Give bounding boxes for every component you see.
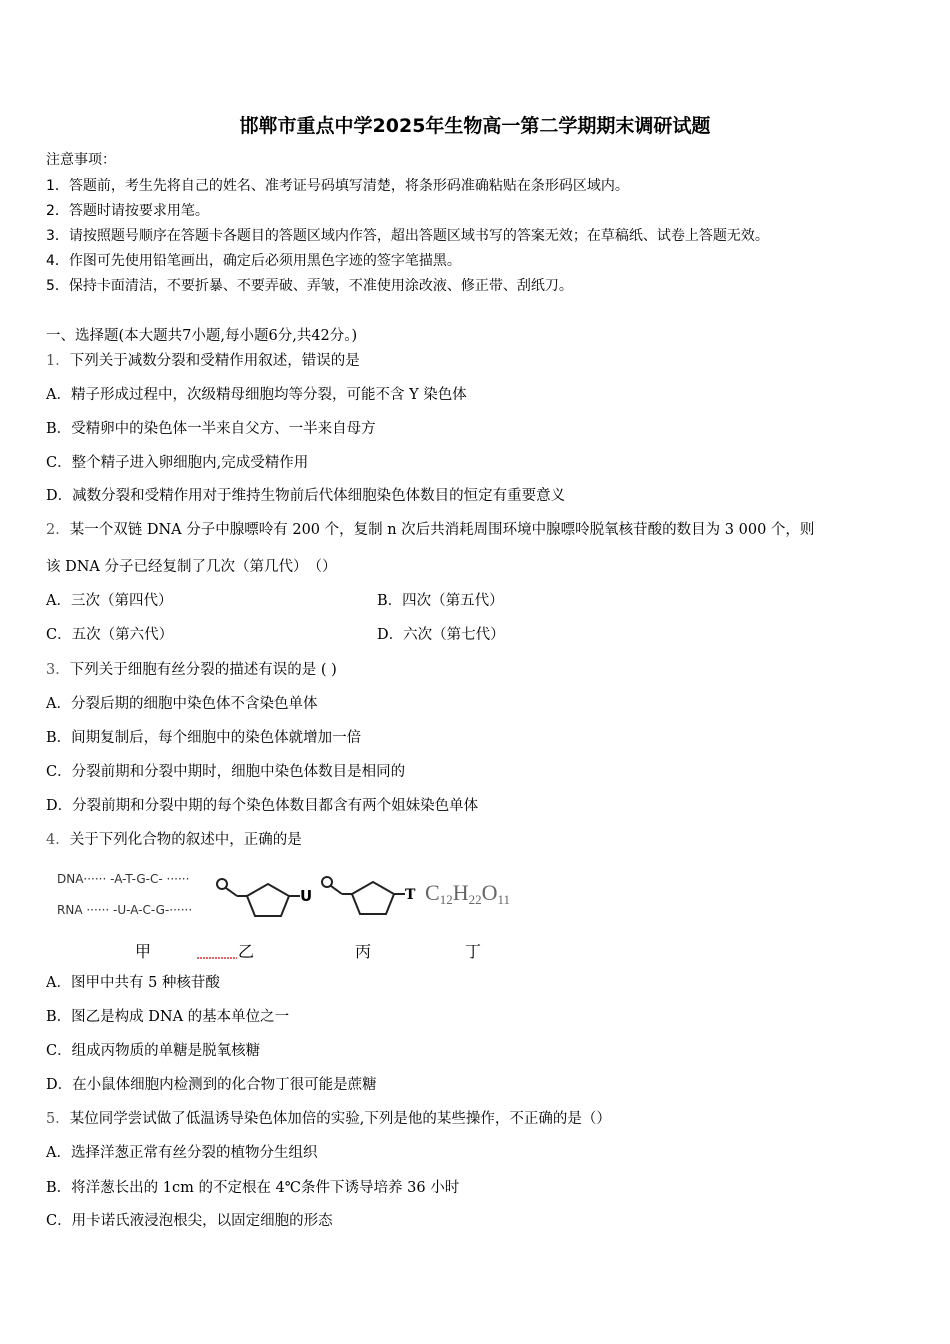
question-text: 下列关于减数分裂和受精作用叙述，错误的是	[69, 353, 360, 369]
formula-ding: C12H22O11	[425, 880, 510, 907]
question-1-stem	[46, 351, 360, 371]
question-4-stem	[46, 830, 302, 850]
q3-option-d: D．分裂前期和分裂中期的每个染色体数目都含有两个姐妹染色单体	[46, 798, 479, 814]
question-text: 某位同学尝试做了低温诱导染色体加倍的实验,下列是他的某些操作，不正确的是（）	[69, 1111, 611, 1127]
question-number: 2．	[46, 522, 70, 538]
q5-option-c: C．用卡诺氏液浸泡根尖，以固定细胞的形态	[46, 1213, 333, 1229]
question-3-stem	[46, 660, 337, 680]
note-item: 1．答题前，考生先将自己的姓名、准考证号码填写清楚，将条形码准确粘贴在条形码区域内。	[46, 178, 629, 194]
nucleotide-bing-icon	[322, 877, 405, 914]
question-5-stem	[46, 1109, 611, 1129]
label-bing: 丙	[355, 942, 372, 961]
notes-heading: 注意事项：	[46, 152, 116, 168]
label-ding: 丁	[465, 942, 482, 961]
rna-sequence: RNA ······ -U-A-C-G-······	[57, 903, 193, 917]
dna-sequence: DNA······ -A-T-G-C- ······	[57, 872, 190, 886]
note-item: 4．作图可先使用铅笔画出，确定后必须用黑色字迹的签字笔描黑。	[46, 253, 461, 269]
question-number: 5．	[46, 1111, 70, 1127]
q2-option-c: C．五次（第六代）	[46, 627, 174, 643]
question-number: 3．	[46, 662, 70, 678]
note-item: 3．请按照题号顺序在答题卡各题目的答题区域内作答，超出答题区域书写的答案无效；在草稿纸、试卷上答题无效。	[46, 228, 769, 244]
q1-option-a: A．精子形成过程中，次级精母细胞均等分裂，可能不含 Y 染色体	[46, 387, 467, 403]
q1-option-d: D．减数分裂和受精作用对于维持生物前后代体细胞染色体数目的恒定有重要意义	[46, 488, 566, 504]
question-number: 4．	[46, 832, 70, 848]
label-yi: 乙	[238, 942, 255, 961]
question-text: 关于下列化合物的叙述中，正确的是	[69, 832, 302, 848]
base-t: T	[405, 887, 416, 903]
q2-option-a: A．三次（第四代）	[46, 593, 173, 609]
q4-option-d: D．在小鼠体细胞内检测到的化合物丁很可能是蔗糖	[46, 1077, 377, 1093]
question-text: 某一个双链 DNA 分子中腺嘌呤有 200 个，复制 n 次后共消耗周围环境中腺嘌呤脱氧核苷酸的数目为 3 000 个，则	[69, 522, 815, 538]
q4-option-b: B．图乙是构成 DNA 的基本单位之一	[46, 1009, 290, 1025]
q2-option-d: D．六次（第七代）	[377, 627, 505, 643]
q1-option-c: C．整个精子进入卵细胞内,完成受精作用	[46, 455, 309, 471]
q5-option-b: B．将洋葱长出的 1cm 的不定根在 4℃条件下诱导培养 36 小时	[46, 1180, 460, 1196]
question-text: 下列关于细胞有丝分裂的描述有误的是 ( )	[69, 662, 337, 678]
q5-option-a: A．选择洋葱正常有丝分裂的植物分生组织	[46, 1145, 318, 1161]
q4-option-a: A．图甲中共有 5 种核苷酸	[46, 975, 220, 991]
q2-option-b: B．四次（第五代）	[377, 593, 504, 609]
compound-figure	[55, 862, 535, 967]
q3-option-a: A．分裂后期的细胞中染色体不含染色单体	[46, 696, 318, 712]
section-heading: 一、选择题(本大题共7小题,每小题6分,共42分。)	[46, 328, 358, 344]
q4-option-c: C．组成丙物质的单糖是脱氧核糖	[46, 1043, 261, 1059]
label-jia: 甲	[135, 942, 152, 961]
question-2-stem-cont: 该 DNA 分子已经复制了几次（第几代） （）	[46, 559, 337, 575]
base-u: U	[300, 887, 313, 905]
nucleotide-yi-icon	[217, 879, 300, 916]
question-number: 1．	[46, 353, 70, 369]
q1-option-b: B．受精卵中的染色体一半来自父方、一半来自母方	[46, 421, 376, 437]
note-item: 5．保持卡面清洁，不要折暴、不要弄破、弄皱，不准使用涂改液、修正带、刮纸刀。	[46, 278, 573, 294]
q3-option-c: C．分裂前期和分裂中期时，细胞中染色体数目是相同的	[46, 764, 406, 780]
page-title: 邯郸市重点中学2025年生物高一第二学期期末调研试题	[239, 115, 711, 137]
question-2-stem	[46, 520, 814, 540]
q3-option-b: B．间期复制后，每个细胞中的染色体就增加一倍	[46, 730, 362, 746]
note-item: 2．答题时请按要求用笔。	[46, 203, 209, 219]
